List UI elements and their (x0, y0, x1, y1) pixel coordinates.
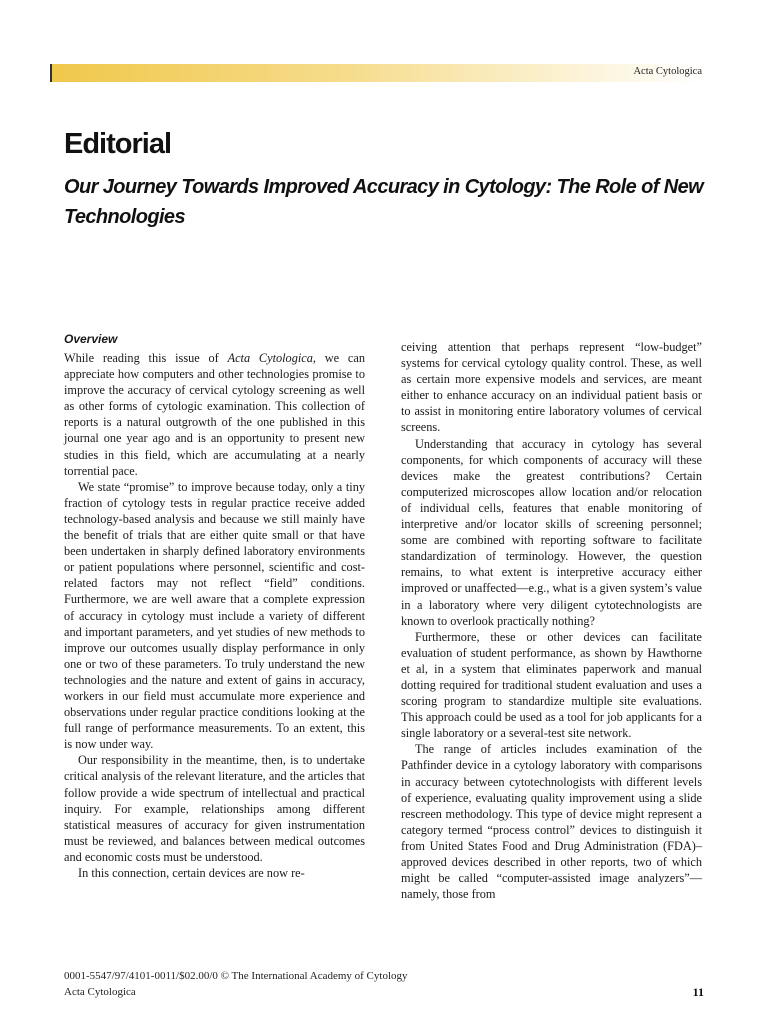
journal-name-italic: Acta Cytologica (227, 351, 313, 365)
page-number: 11 (692, 985, 704, 999)
footer (64, 968, 704, 1000)
left-column (64, 331, 365, 881)
running-header-journal: Acta Cytologica (633, 66, 702, 77)
footer-journal: Acta Cytologica (64, 986, 136, 998)
paragraph: Our responsibility in the meantime, then, is to undertake critical analysis of the relevant literature, and the articles that follow provide a wide spectrum of intellectual and practical inquiry. For example, relationships among different statistical measures of accuracy for given instrumentation must be reviewed, and balances between medical outcomes and economic costs must be understood. (64, 753, 365, 864)
overview-heading: Overview (64, 332, 118, 346)
header-band (50, 64, 707, 82)
paragraph: Furthermore, these or other devices can facilitate evaluation of student performance, as shown by Hawthorne et al, in a system that eliminates paperwork and manual dotting required for traditional student evaluation and uses a scoring program to standardize multiple site evaluations. This approach could be used as a tool for job applicants for a single laboratory or a several-test site network. (401, 629, 702, 741)
paragraph: In this connection, certain devices are now re- (78, 866, 305, 880)
paragraph: While reading this issue of Acta Cytologica, we can appreciate how computers and other technologies promise to improve the accuracy of cervical cytology screening as well as other forms of cytologic examination. This collection of reports is a natural outgrowth of the one published in this journal one year ago and is an opportunity to present new studies in this field, which are accumulating at a nearly torrential pace. (64, 351, 365, 478)
section-label: Editorial (64, 128, 172, 160)
paragraph: We state “promise” to improve because today, only a tiny fraction of cytology tests in regular practice receive added technology-based analysis and because we still mainly have the benefit of trials that are either quite small or that have been undertaken in sharply defined laboratory environments or patient populations where personnel, scientific and cost-related factors may not reflect “field” conditions. Furthermore, we are well aware that a complete expression of accuracy in cytology must include a variety of different and important parameters, and yet studies of new methods to improve our outcomes usually display performance in only one or two of these parameters. To truly understand the new technologies and the nature and extent of gains in accuracy, workers in our field must accumulate more experience and observations under regular practice conditions looking at the full range of performance measurements. To an extent, this is now under way. (64, 479, 365, 752)
paragraph: Understanding that accuracy in cytology has several components, for which components of accuracy will these devices make the greatest contributions? Certain computerized microscopes allow location and/or relocation of individual cells, features that enable monitoring of interpretive and/or locator skills of screening personnel; some are combined with reporting software to facilitate standardization of terminology. However, the question remains, to what extent is interpretive accuracy either improved or unaffected—e.g., what is a given system’s value in a laboratory where very diligent cytotechnologists are known to overlook practically nothing? (401, 436, 702, 628)
copyright-line: 0001-5547/97/4101-0011/$02.00/0 © The International Academy of Cytology (64, 970, 408, 982)
paragraph: The range of articles includes examination of the Pathfinder device in a cytology laboratory with comparisons in accuracy between cytotechnologists with different levels of experience, evaluating quality improvement using a slide rescreen methodology. This type of device might represent a category termed “process control” devices to distinguish it from United States Food and Drug Administration (FDA)–approved devices described in other reports, two of which might be called “computer-assisted image analyzers”—namely, those from (401, 742, 702, 902)
paragraph: ceiving attention that perhaps represent “low-budget” systems for cervical cytology quality control. These, as well as certain more expensive models and services, are meant either to enhance accuracy on an individual patient basis or to assist in monitoring entire laboratory volumes of cervical screens. (401, 340, 702, 435)
right-column (401, 339, 702, 902)
article-title: Our Journey Towards Improved Accuracy in Cytology: The Role of New Technologies (64, 176, 704, 228)
